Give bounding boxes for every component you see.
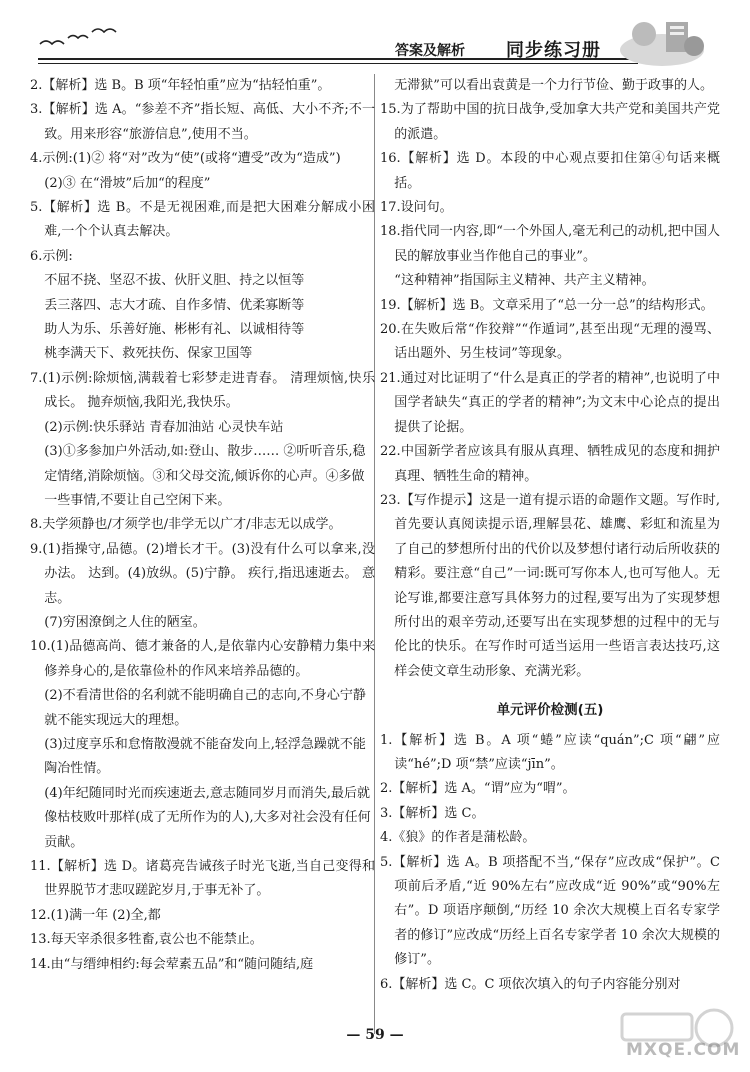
answer-item: 2.【解析】选 A。“谓”应为“喟”。 bbox=[380, 781, 576, 797]
header-rule-thin bbox=[38, 63, 638, 64]
answer-item: 5.【解析】选 B。不是无视困难,而是把大困难分解成小困难,一个个认真去解决。 bbox=[30, 200, 375, 240]
decoration-icon bbox=[612, 16, 712, 68]
answer-item: 15.为了帮助中国的抗日战争,受加拿大共产党和美国共产党的派遣。 bbox=[380, 102, 720, 142]
answer-item: (3)①多参加户外活动,如:登山、散步…… ②听听音乐,稳定情绪,消除烦恼。③和父母交流,倾诉你的心声。④多做一些事情,不要让自己空闲下来。 bbox=[44, 444, 366, 508]
answer-item: 桃李满天下、救死扶伤、保家卫国等 bbox=[44, 346, 253, 362]
answer-item: 16.【解析】选 D。本段的中心观点要扣住第④句话来概括。 bbox=[380, 151, 720, 191]
answer-item: 12.(1)满一年 (2)全,都 bbox=[30, 907, 161, 923]
answer-item: 丢三落四、志大才疏、自作多情、优柔寡断等 bbox=[44, 297, 305, 313]
answer-item: (2)示例:快乐驿站 青春加油站 心灵快车站 bbox=[44, 419, 284, 435]
answer-item: “这种精神”指国际主义精神、共产主义精神。 bbox=[394, 273, 655, 289]
answer-item: (4)年纪随同时光而疾速逝去,意志随同岁月而消失,最后就像枯枝败叶那样(成了无所作为的人),大多对社会没有任何贡献。 bbox=[44, 785, 371, 850]
answer-item: 不屈不挠、坚忍不拔、伙肝义胆、持之以恒等 bbox=[44, 273, 305, 289]
answer-item: 22.中国新学者应该具有服从真理、牺牲成见的态度和拥护真理、牺牲生命的精神。 bbox=[380, 444, 720, 484]
answer-item: 1.【解析】选 B。A 项“蜷”应读“quán”;C 项“翩”应读“hé”;D 项“禁”应读“jīn”。 bbox=[380, 732, 720, 772]
left-column bbox=[30, 74, 375, 977]
header-book-title: 同步练习册 bbox=[506, 40, 601, 61]
answer-item: 10.(1)品德高尚、德才兼备的人,是依靠内心安静精力集中来修养身心的,是依靠俭朴的作风来培养品德的。 bbox=[30, 639, 375, 679]
answer-item: 20.在失败后常“作狡辩”“作遁词”,甚至出现“无理的漫骂、话出题外、另生枝词”等现象。 bbox=[380, 322, 720, 362]
answer-item: 3.【解析】选 A。“参差不齐”指长短、高低、大小不齐;不一致。用来形容“旅游信息”,使用不当。 bbox=[30, 102, 375, 142]
answer-item: 23.【写作提示】这是一道有提示语的命题作文题。写作时,首先要认真阅读提示语,理解昙花、雄鹰、彩虹和流星为了自己的梦想所付出的代价以及梦想付诸行动后所收获的精彩。要注意“自己”一词:既可写你本人,也可写他人。无论写谁,都要注意写具体努力的过程,要写出为了实现梦想所付出的艰辛劳动,还要写出在实现梦想的过程中的无与伦比的快乐。在写作时可适当运用一些语言表达技巧,这样会使文章生动形象、充满光彩。 bbox=[380, 492, 720, 679]
answer-item: 6.【解析】选 C。C 项依次填入的句子内容能分别对 bbox=[380, 976, 681, 992]
answer-item: 4.示例:(1)② 将“对”改为“使”(或将“遭受”改为“造成”) bbox=[30, 151, 341, 167]
answer-item: 11.【解析】选 D。诸葛亮告诫孩子时光飞逝,当自己变得和世界脱节才悲叹蹉跎岁月,于事无补了。 bbox=[30, 859, 375, 899]
page-header bbox=[0, 0, 750, 72]
answer-item: (7)穷困潦倒之人住的陋室。 bbox=[44, 614, 206, 630]
answer-item: (2)③ 在“滑坡”后加“的程度” bbox=[44, 175, 211, 191]
answer-item: 6.示例: bbox=[30, 248, 73, 264]
answer-item: 5.【解析】选 A。B 项搭配不当,“保存”应改成“保护”。C 项前后矛盾,“近 90%左右”应改成“近 90%”或“90%左右”。D 项语序颠倒,“历经 10 余次大规模上百名专家学者的修订”应改成“历经上百名专家学者 10 余次大规模的修订”。 bbox=[380, 854, 725, 968]
birds-icon bbox=[38, 26, 118, 54]
answer-item: 2.【解析】选 B。B 项“年轻怕重”应为“拈轻怕重”。 bbox=[30, 78, 331, 93]
header-section-title: 答案及解析 bbox=[395, 43, 465, 59]
answer-item: 无滞狱”可以看出袁黄是一个力行节俭、勤于政事的人。 bbox=[394, 78, 713, 93]
answer-item: (2)不看清世俗的名利就不能明确自己的志向,不身心宁静就不能实现远大的理想。 bbox=[44, 688, 366, 728]
answer-item: 19.【解析】选 B。文章采用了“总一分一总”的结构形式。 bbox=[380, 297, 714, 313]
answer-item: 18.指代同一内容,即“一个外国人,毫无利己的动机,把中国人民的解放事业当作他自己的事业”。 bbox=[380, 224, 720, 264]
answer-item: 8.夫学须静也/才须学也/非学无以广才/非志无以成学。 bbox=[30, 517, 342, 533]
answer-item: 9.(1)指操守,品德。(2)增长才干。(3)没有什么可以拿来,没办法。 达到。(4)放纵。(5)宁静。 疾行,指迅速逝去。 意志。 bbox=[30, 541, 375, 606]
answer-item: 3.【解析】选 C。 bbox=[380, 805, 485, 821]
answer-item: 17.设问句。 bbox=[380, 200, 453, 216]
answer-item: 4.《狼》的作者是蒲松龄。 bbox=[380, 830, 536, 846]
answer-item: 助人为乐、乐善好施、彬彬有礼、以诚相待等 bbox=[44, 322, 305, 338]
watermark-text: MXQE.COM bbox=[626, 1040, 741, 1060]
page-number: — 59 — bbox=[346, 1027, 404, 1043]
answer-item: 21.通过对比证明了“什么是真正的学者的精神”,也说明了中国学者缺失“真正的学者的精神”;为文末中心论点的提出提供了论据。 bbox=[380, 370, 720, 435]
right-column bbox=[380, 74, 725, 997]
answer-item: (3)过度享乐和怠惰散漫就不能奋发向上,轻浮急躁就不能陶冶性情。 bbox=[44, 736, 366, 777]
answer-item: 13.每天宰杀很多牲畜,袁公也不能禁止。 bbox=[30, 932, 263, 948]
answer-item: 14.由“与缙绅相约:每会荤素五品”和“随问随结,庭 bbox=[30, 956, 314, 972]
answer-item: 7.(1)示例:除烦恼,满载着七彩梦走进青春。 清理烦恼,快乐成长。 抛弃烦恼,我阳光,我快乐。 bbox=[30, 370, 375, 411]
section-title: 单元评价检测(五) bbox=[496, 702, 604, 719]
